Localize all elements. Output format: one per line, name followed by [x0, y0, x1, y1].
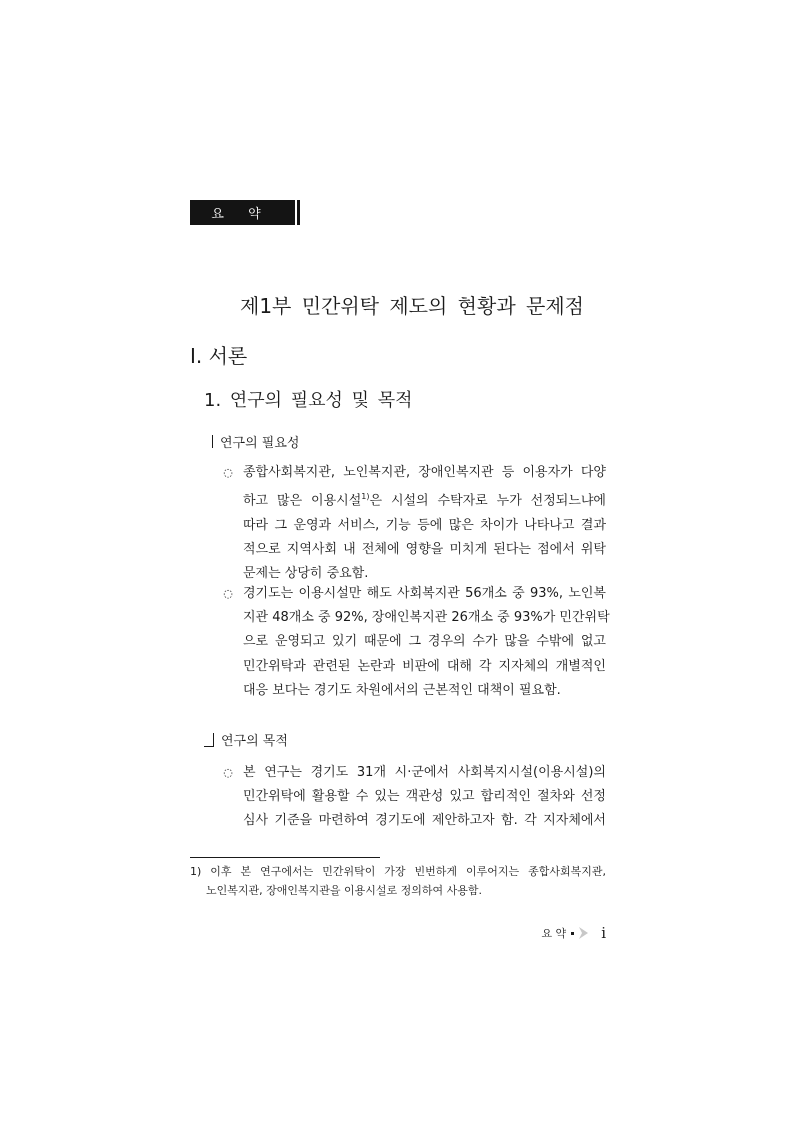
bullet-circle-icon: ◌ [223, 766, 233, 779]
paragraph-line: 으로 운영되고 있기 때문에 그 경우의 수가 많을 수밖에 없고 [243, 634, 606, 650]
heading-need [212, 432, 299, 451]
paragraph-line: 지관 48개소 중 92%, 장애인복지관 26개소 중 93%가 민간위탁 [243, 610, 610, 626]
part-title: 제1부 민간위탁 제도의 현황과 문제점 [240, 294, 584, 318]
paragraph-line-part: 하고 많은 이용시설 [243, 493, 362, 509]
heading-marker [204, 733, 214, 747]
paragraph-line: 종합사회복지관, 노인복지관, 장애인복지관 등 이용자가 다양 [243, 465, 606, 480]
footnote [190, 862, 606, 900]
bullet-paragraph [222, 582, 610, 703]
page-footer [541, 924, 606, 942]
heading-purpose [204, 730, 288, 749]
paragraph-line: 본 연구는 경기도 31개 시·군에서 사회복지시설(이용시설)의 [243, 765, 606, 780]
bullet-circle-icon: ◌ [223, 466, 233, 479]
paragraph-line: 따라 그 운영과 서비스, 기능 등에 많은 차이가 나타나고 결과 [243, 517, 606, 533]
footer-dot-icon [571, 932, 574, 935]
tab-accent-bar [297, 200, 300, 225]
paragraph-line: 심사 기준을 마련하여 경기도에 제안하고자 함. 각 지자체에서 [243, 813, 606, 829]
section-tab [190, 200, 292, 225]
footnote-line: 노인복지관, 장애인복지관을 이용시설로 정의하여 사용함. [206, 884, 483, 897]
bullet-circle-icon: ◌ [223, 587, 233, 600]
paragraph-line: 민간위탁과 관련된 논란과 비판에 대해 각 지자체의 개별적인 [243, 658, 606, 674]
footer-section-label: 요 약 [541, 927, 567, 940]
footnote-line: 1) 이후 본 연구에서는 민간위탁이 가장 빈번하게 이루어지는 종합사회복지관, [190, 865, 606, 878]
bullet-paragraph [222, 761, 606, 834]
section-tab-label: 요 약 [211, 207, 271, 222]
heading-text: 연구의 목적 [221, 734, 288, 749]
paragraph-line: 적으로 지역사회 내 전체에 영향을 미치게 된다는 점에서 위탁 [243, 541, 606, 557]
heading-marker [212, 435, 213, 448]
footnote-divider [190, 857, 380, 858]
paragraph-line: 문제는 상당히 중요함. [243, 566, 369, 582]
page-number: i [601, 924, 606, 942]
paragraph-line: 경기도는 이용시설만 해도 사회복지관 56개소 중 93%, 노인복 [243, 586, 606, 601]
section-title: Ⅰ. 서론 [190, 344, 248, 368]
paragraph-line: 민간위탁에 활용할 수 있는 객관성 있고 합리적인 절차와 선정 [243, 789, 606, 805]
heading-text: 연구의 필요성 [220, 436, 300, 451]
subsection-title: 1. 연구의 필요성 및 목적 [204, 390, 413, 411]
paragraph-line: 대응 보다는 경기도 차원에서의 근본적인 대책이 필요함. [243, 682, 561, 698]
chevron-right-icon [577, 926, 591, 940]
paragraph-line [243, 485, 606, 514]
paragraph-line-part: 은 시설의 수탁자로 누가 선정되느냐에 [369, 493, 606, 509]
tab-accent-bar [292, 200, 295, 225]
bullet-paragraph [222, 461, 606, 586]
footnote-reference: 1) [361, 492, 370, 502]
